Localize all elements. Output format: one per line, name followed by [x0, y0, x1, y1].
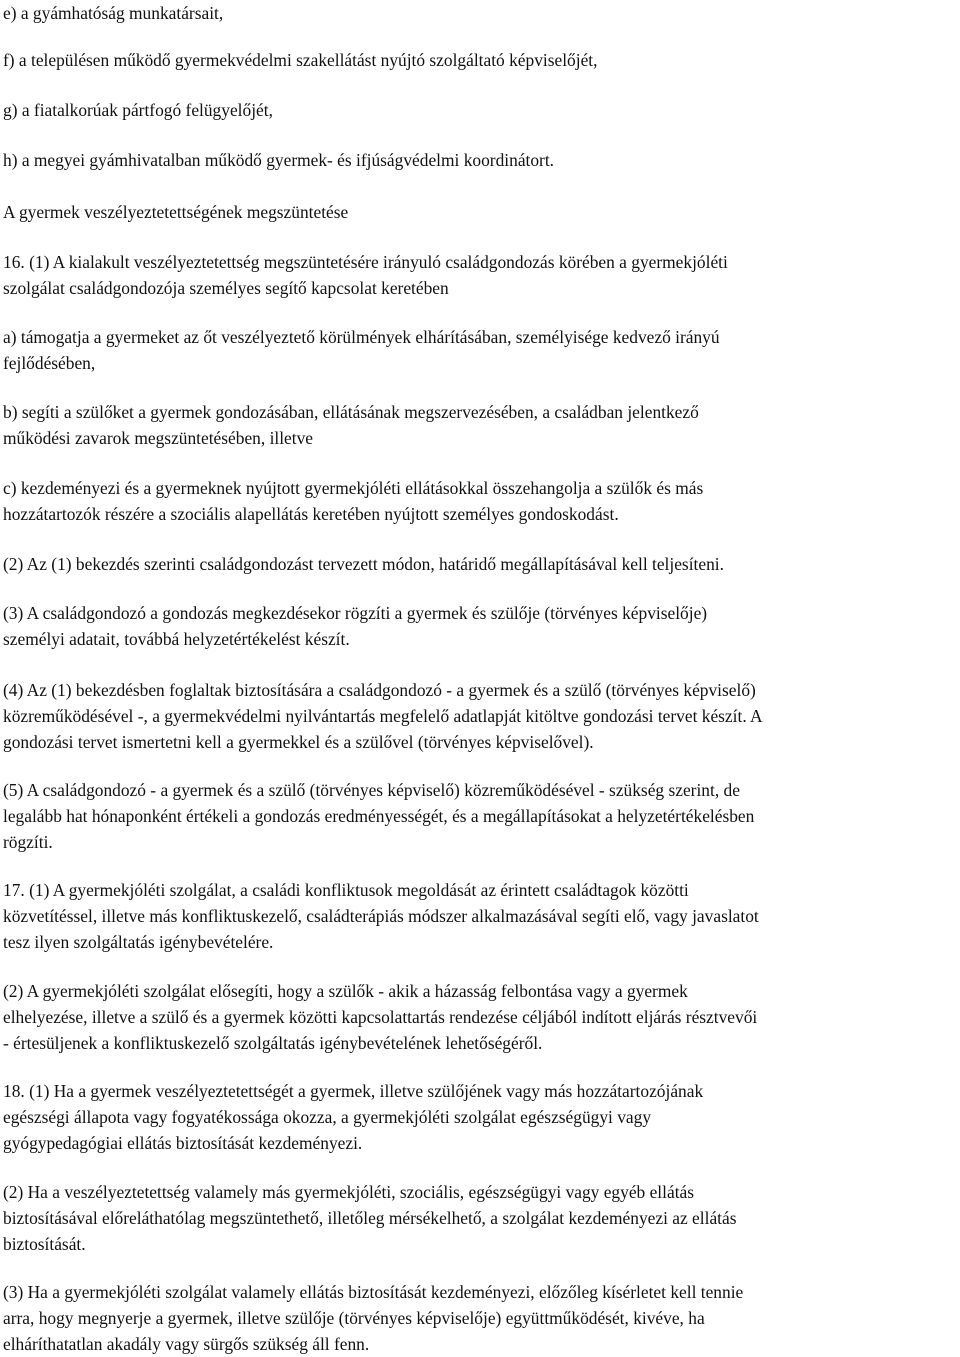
- section-heading: [3, 199, 953, 225]
- paragraph-item-f: [3, 47, 953, 73]
- text-line: g) a fiatalkorúak pártfogó felügyelőjét,: [3, 100, 273, 120]
- text-line: 17. (1) A gyermekjóléti szolgálat, a családi konfliktusok megoldását az érintett családtagok közötti: [3, 880, 689, 900]
- paragraph-18-3: [3, 1279, 953, 1357]
- paragraph-item-g: [3, 97, 953, 123]
- text-line: (2) Ha a veszélyeztetettség valamely más gyermekjóléti, szociális, egészségügyi vagy egyéb ellátás: [3, 1182, 695, 1202]
- text-line: c) kezdeményezi és a gyermeknek nyújtott gyermekjóléti ellátásokkal összehangolja a szülők és más: [3, 478, 704, 498]
- text-line: gondozási tervet ismertetni kell a gyermekkel és a szülővel (törvényes képviselővel).: [3, 732, 594, 752]
- paragraph-16-c: [3, 475, 953, 527]
- paragraph-16-5: [3, 777, 953, 855]
- text-line: arra, hogy megnyerje a gyermek, illetve szülője (törvényes képviselője) együttműködését, kivéve, ha: [3, 1308, 705, 1328]
- text-line: rögzíti.: [3, 832, 53, 852]
- text-line: (2) A gyermekjóléti szolgálat elősegíti, hogy a szülők - akik a házasság felbontása vagy a gyermek: [3, 981, 688, 1001]
- paragraph-16-4: [3, 677, 953, 755]
- text-line: (4) Az (1) bekezdésben foglaltak biztosítására a családgondozó - a gyermek és a szülő (törvényes képviselő): [3, 680, 756, 700]
- text-line: fejlődésében,: [3, 353, 96, 373]
- text-line: A gyermek veszélyeztetettségének megszüntetése: [3, 202, 349, 222]
- paragraph-16-a: [3, 324, 953, 376]
- text-line: legalább hat hónaponként értékeli a gondozás eredményességét, és a megállapításokat a helyzetértékelésben: [3, 806, 755, 826]
- paragraph-16-2: [3, 551, 953, 577]
- text-line: - értesüljenek a konfliktuskezelő szolgáltatás igénybevételének lehetőségéről.: [3, 1033, 543, 1053]
- paragraph-16-3: [3, 600, 953, 652]
- text-line: biztosítását.: [3, 1234, 86, 1254]
- paragraph-item-h: [3, 147, 953, 173]
- text-line: gyógypedagógiai ellátás biztosítását kezdeményezi.: [3, 1133, 363, 1153]
- text-line: (3) Ha a gyermekjóléti szolgálat valamely ellátás biztosítását kezdeményezi, előzőleg kísérletet kell tennie: [3, 1282, 744, 1302]
- text-line: a) támogatja a gyermeket az őt veszélyeztető körülmények elhárításában, személyisége kedvező irányú: [3, 327, 720, 347]
- text-line: e) a gyámhatóság munkatársait,: [3, 3, 224, 23]
- text-line: biztosításával előreláthatólag megszüntethető, illetőleg mérsékelhető, a szolgálat kezdeményezi az ellátás: [3, 1208, 737, 1228]
- paragraph-16-b: [3, 399, 953, 451]
- text-line: h) a megyei gyámhivatalban működő gyermek- és ifjúságvédelmi koordinátort.: [3, 150, 555, 170]
- paragraph-item-e: [3, 0, 953, 26]
- text-line: elháríthatatlan akadály vagy sürgős szükség áll fenn.: [3, 1334, 370, 1354]
- text-line: 18. (1) Ha a gyermek veszélyeztetettségét a gyermek, illetve szülőjének vagy más hozzátartozójának: [3, 1081, 704, 1101]
- paragraph-17-2: [3, 978, 953, 1056]
- text-line: közvetítéssel, illetve más konfliktuskezelő, családterápiás módszer alkalmazásával segíti elő, vagy javaslatot: [3, 906, 759, 926]
- text-line: (5) A családgondozó - a gyermek és a szülő (törvényes képviselő) közreműködésével - szükség szerint, de: [3, 780, 740, 800]
- paragraph-17-1: [3, 877, 953, 955]
- text-line: személyi adatait, továbbá helyzetértékelést készít.: [3, 629, 350, 649]
- text-line: szolgálat családgondozója személyes segítő kapcsolat keretében: [3, 278, 449, 298]
- text-line: egészségi állapota vagy fogyatékossága okozza, a gyermekjóléti szolgálat egészségügyi vagy: [3, 1107, 652, 1127]
- text-line: f) a településen működő gyermekvédelmi szakellátást nyújtó szolgáltató képviselőjét,: [3, 50, 598, 70]
- text-line: elhelyezése, illetve a szülő és a gyermek közötti kapcsolattartás rendezése céljából indított eljárás résztvevői: [3, 1007, 758, 1027]
- paragraph-16-1: [3, 249, 953, 301]
- text-line: b) segíti a szülőket a gyermek gondozásában, ellátásának megszervezésében, a családban jelentkező: [3, 402, 699, 422]
- text-line: (3) A családgondozó a gondozás megkezdésekor rögzíti a gyermek és szülője (törvényes képviselője): [3, 603, 708, 623]
- text-line: hozzátartozók részére a szociális alapellátás keretében nyújtott személyes gondoskodást.: [3, 504, 619, 524]
- paragraph-18-2: [3, 1179, 953, 1257]
- text-line: működési zavarok megszüntetésében, illetve: [3, 428, 314, 448]
- text-line: (2) Az (1) bekezdés szerinti családgondozást tervezett módon, határidő megállapításával kell teljesíteni.: [3, 554, 724, 574]
- paragraph-18-1: [3, 1078, 953, 1156]
- text-line: közreműködésével -, a gyermekvédelmi nyilvántartás megfelelő adatlapját kitöltve gondozási tervet készít. A: [3, 706, 763, 726]
- text-line: 16. (1) A kialakult veszélyeztetettség megszüntetésére irányuló családgondozás körében a gyermekjóléti: [3, 252, 728, 272]
- text-line: tesz ilyen szolgáltatás igénybevételére.: [3, 932, 274, 952]
